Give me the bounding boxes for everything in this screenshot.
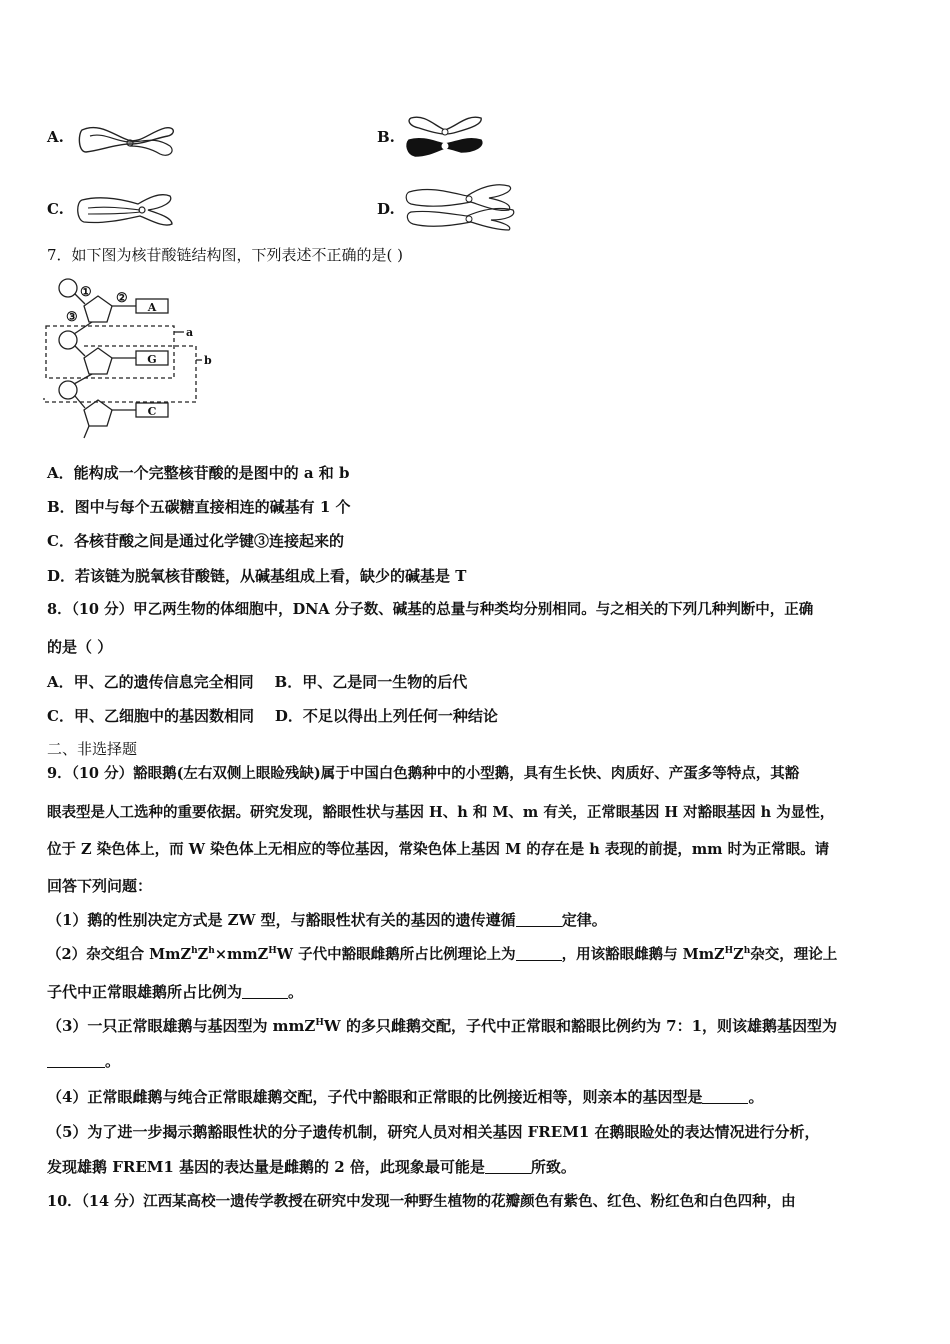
q9-part-5-line-2-text-a: 发现雄鹅 FREM1 基因的表达量是雌鹅的 2 倍，此现象最可能是 xyxy=(47,1158,485,1176)
phosphate-circle-1 xyxy=(59,279,77,297)
bond-label-2: ② xyxy=(116,291,128,306)
q9-part-2-sup-4: H xyxy=(724,946,734,956)
q9-part-2-blank-1[interactable] xyxy=(516,946,562,961)
q9-part-3-text-a: （3）一只正常眼雄鹅与基因型为 mmZ xyxy=(47,1017,316,1035)
q9-part-2-line-2 xyxy=(47,982,303,1002)
bond-label-3: ③ xyxy=(66,310,78,325)
q9-part-3 xyxy=(47,1016,837,1036)
q6-option-a-label: A. xyxy=(47,128,64,146)
q9-part-2-sup-3: H xyxy=(268,946,277,956)
q9-part-3-blank[interactable] xyxy=(47,1053,105,1068)
base-label-a: A xyxy=(147,301,157,314)
box-label-b: b xyxy=(204,354,212,367)
q9-part-1-text-a: （1）鹅的性别决定方式是 ZW 型，与豁眼性状有关的基因的遗传遵循 xyxy=(47,911,516,929)
bond-label-1: ① xyxy=(80,285,92,300)
q9-part-2-text-e: ，用该豁眼雌鹅与 MmZ xyxy=(561,946,725,963)
q9-part-2-text-c: ×mmZ xyxy=(214,946,269,963)
q8-options-line-2: C．甲、乙细胞中的基因数相同 D．不足以得出上列任何一种结论 xyxy=(47,707,498,725)
q6-option-d-chromosome-image xyxy=(405,182,520,232)
base-label-g: G xyxy=(147,353,157,366)
q9-part-2-text-b: Z xyxy=(197,946,209,963)
q9-part-3-sup: H xyxy=(315,1018,324,1028)
q8-options-line-1: A．甲、乙的遗传信息完全相同 B．甲、乙是同一生物的后代 xyxy=(47,673,468,691)
q10-line-1: 10．（14 分）江西某高校一遗传学教授在研究中发现一种野生植物的花瓣颜色有紫色、红色、粉红色和白色四种，由 xyxy=(47,1193,796,1210)
q9-part-4-text-a: （4）正常眼雌鹅与纯合正常眼雄鹅交配，子代中豁眼和正常眼的比例接近相等，则亲本的基因型是 xyxy=(47,1088,703,1106)
q9-part-2-sup-2: h xyxy=(208,946,215,956)
q9-line-2: 眼表型是人工选种的重要依据。研究发现，豁眼性状与基因 H、h 和 M、m 有关，正常眼基因 H 对豁眼基因 h 为显性， xyxy=(47,804,835,821)
q7-option-b: B．图中与每个五碳糖直接相连的碱基有 1 个 xyxy=(47,498,351,516)
q8-stem-line-2: 的是（ ） xyxy=(47,638,113,656)
q9-part-2-line-2-text-a: 子代中正常眼雄鹅所占比例为 xyxy=(47,983,243,1001)
section-heading: 二、非选择题 xyxy=(47,740,138,758)
q9-part-2-text-f: Z xyxy=(733,946,744,963)
q8-stem-line-1: 8．（10 分）甲乙两生物的体细胞中，DNA 分子数、碱基的总量与种类均分别相同。与之相关的下列几种判断中，正确 xyxy=(47,601,814,618)
q9-part-3-line-2 xyxy=(47,1051,120,1071)
q7-option-d: D．若该链为脱氧核苷酸链，从碱基组成上看，缺少的碱基是 T xyxy=(47,567,467,585)
q9-line-1: 9．（10 分）豁眼鹅(左右双侧上眼睑残缺)属于中国白色鹅种中的小型鹅，具有生长快、肉质好、产蛋多等特点，其豁 xyxy=(47,765,800,782)
q6-option-c-label: C. xyxy=(47,200,64,218)
q9-part-4 xyxy=(47,1087,763,1107)
sugar-pentagon-2 xyxy=(84,348,112,374)
q7-option-c: C．各核苷酸之间是通过化学键③连接起来的 xyxy=(47,532,344,550)
q6-option-a-chromosome-image xyxy=(80,118,180,163)
q6-option-c-chromosome-image xyxy=(78,190,178,230)
box-label-a: a xyxy=(186,326,194,339)
q9-part-2-text-d: W 子代中豁眼雌鹅所占比例理论上为 xyxy=(276,946,516,963)
q9-part-1-text-b: 定律。 xyxy=(561,911,607,929)
q9-part-2-text-a: （2）杂交组合 MmZ xyxy=(47,946,192,963)
q7-option-a: A．能构成一个完整核苷酸的是图中的 a 和 b xyxy=(47,464,350,482)
q7-nucleotide-chain-diagram xyxy=(40,272,220,444)
q9-part-3-text-b: W 的多只雌鹅交配，子代中正常眼和豁眼比例约为 7：1，则该雄鹅基因型为 xyxy=(323,1017,838,1035)
q6-option-d-label: D. xyxy=(377,200,395,218)
q9-part-2-text-g: 杂交，理论上 xyxy=(750,946,838,963)
q9-part-5-line-2 xyxy=(47,1157,576,1177)
q6-option-b-label: B. xyxy=(377,128,395,146)
q9-part-2 xyxy=(47,945,837,965)
q9-part-5-blank[interactable] xyxy=(485,1159,531,1174)
q9-part-3-line-2-text: 。 xyxy=(105,1052,121,1070)
q9-part-5-line-1: （5）为了进一步揭示鹅豁眼性状的分子遗传机制，研究人员对相关基因 FREM1 在鹅眼睑处的表达情况进行分析， xyxy=(47,1123,820,1141)
q9-part-2-blank-2[interactable] xyxy=(242,984,288,999)
q9-part-2-sup-5: h xyxy=(743,946,751,956)
sugar-pentagon-3 xyxy=(84,400,112,426)
base-label-c: C xyxy=(147,405,157,418)
q9-part-2-sup-1: h xyxy=(191,946,198,956)
q9-part-2-line-2-text-b: 。 xyxy=(288,983,304,1001)
q9-line-3: 位于 Z 染色体上，而 W 染色体上无相应的等位基因，常染色体上基因 M 的存在是 h 表现的前提，mm 时为正常眼。请 xyxy=(47,841,830,858)
q7-stem: 7．如下图为核苷酸链结构图，下列表述不正确的是( ) xyxy=(47,246,404,264)
q9-part-1 xyxy=(47,910,607,930)
q9-part-5-line-2-text-b: 所致。 xyxy=(530,1158,576,1176)
q6-option-b-chromosome-image xyxy=(405,112,485,162)
q9-part-4-text-b: 。 xyxy=(748,1088,764,1106)
q9-part-4-blank[interactable] xyxy=(702,1089,748,1104)
q9-part-1-blank[interactable] xyxy=(516,912,562,927)
q9-line-4: 回答下列问题： xyxy=(47,877,153,895)
